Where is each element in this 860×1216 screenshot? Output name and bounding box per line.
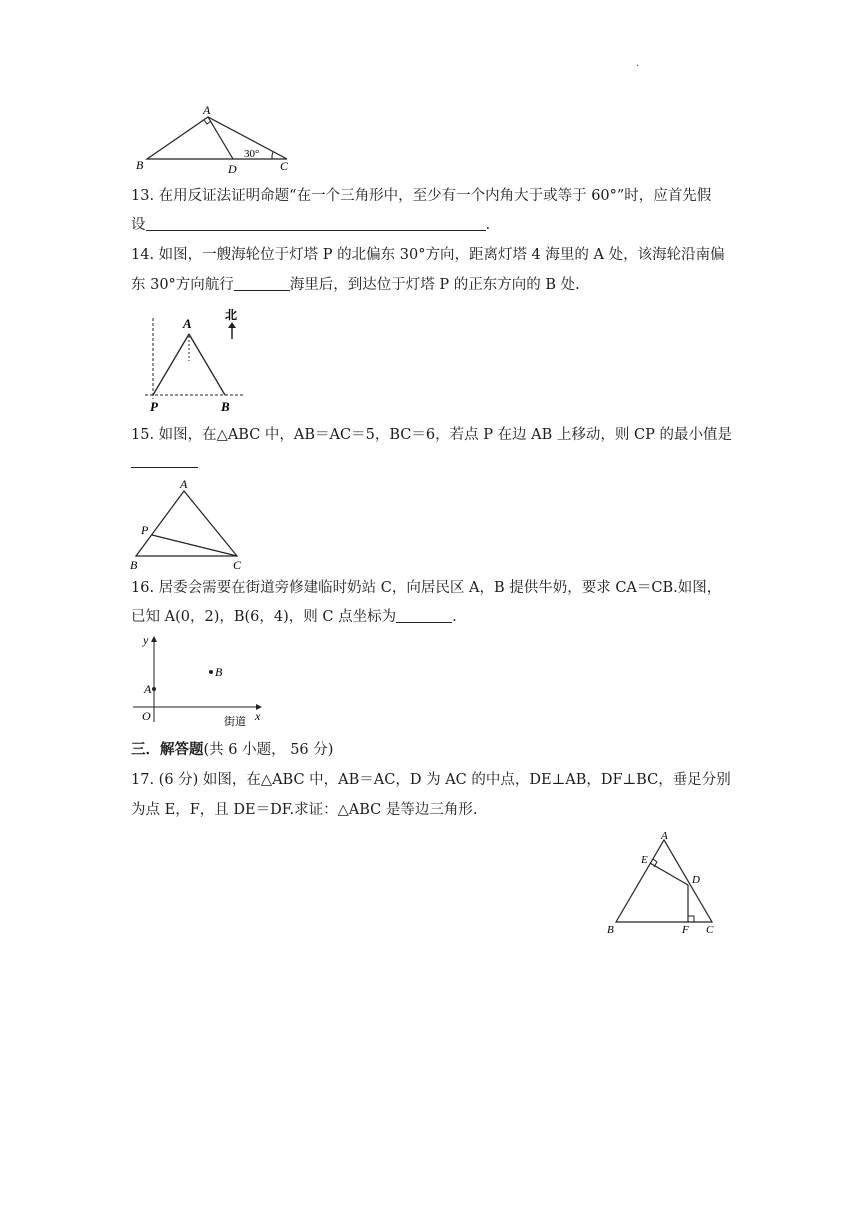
section-3-heading bbox=[131, 740, 731, 760]
q15-line2 bbox=[131, 452, 731, 472]
point-a bbox=[152, 687, 156, 691]
q15-line1: 15. 如图，在△ABC 中，AB＝AC＝5，BC＝6，若点 P 在边 AB 上移动，则 CP 的最小值是 bbox=[131, 427, 732, 443]
page-mark: . bbox=[636, 58, 640, 69]
q13-line2-suffix: . bbox=[485, 217, 491, 233]
figure-q15 bbox=[128, 477, 253, 572]
figure-q17 bbox=[602, 830, 722, 940]
right-angle-mark-f bbox=[688, 916, 694, 922]
label-a: A bbox=[661, 830, 668, 842]
q13-line2 bbox=[131, 215, 731, 235]
label-c: C bbox=[706, 924, 714, 936]
label-a: A bbox=[144, 682, 152, 696]
triangle-abc bbox=[136, 491, 237, 556]
q16-line1: 16. 居委会需要在街道旁修建临时奶站 C，向居民区 A，B 提供牛奶，要求 CA＝CB.如图， bbox=[131, 580, 722, 596]
north-arrowhead-icon bbox=[228, 322, 236, 328]
q16-line2-suffix: . bbox=[452, 609, 457, 625]
label-c: C bbox=[280, 159, 289, 173]
q16-line2 bbox=[131, 607, 731, 627]
segment-cp bbox=[152, 535, 237, 556]
label-a: A bbox=[183, 316, 192, 331]
figure-q16 bbox=[128, 630, 268, 730]
segment-pa bbox=[153, 334, 189, 395]
q17-line1: 17. (6 分) 如图，在△ABC 中，AB＝AC，D 为 AC 的中点，DE⊥AB，DF⊥BC，垂足分别 bbox=[131, 772, 731, 788]
label-b: B bbox=[136, 158, 144, 172]
angle-arc bbox=[272, 152, 273, 159]
right-angle-mark-e bbox=[653, 859, 657, 867]
section-3-title: 三．解答题 bbox=[131, 741, 204, 758]
q13-line1: 13. 在用反证法证明命题“在一个三角形中，至少有一个内角大于或等于 60°”时，应首先假 bbox=[131, 188, 712, 204]
label-p: P bbox=[141, 523, 149, 537]
label-o: O bbox=[142, 709, 151, 723]
label-b: B bbox=[130, 558, 138, 572]
label-e: E bbox=[641, 854, 648, 866]
q17-line2: 为点 E，F，且 DE＝DF.求证：△ABC 是等边三角形. bbox=[131, 802, 478, 818]
label-x: x bbox=[255, 709, 261, 723]
q14-line2-suffix: 海里后，到达位于灯塔 P 的正东方向的 B 处. bbox=[289, 277, 580, 293]
label-y: y bbox=[143, 633, 149, 647]
segment-de bbox=[650, 863, 688, 885]
label-a: A bbox=[180, 477, 188, 491]
y-axis-arrow-icon bbox=[151, 636, 157, 642]
street-label: 街道 bbox=[224, 716, 246, 728]
figure-q14 bbox=[136, 304, 256, 416]
section-3-note: (共 6 小题， 56 分) bbox=[203, 742, 334, 758]
label-b: B bbox=[221, 399, 230, 414]
q14-line2-prefix: 东 30°方向航行 bbox=[131, 277, 234, 293]
point-b bbox=[209, 670, 213, 674]
q14-answer-blank[interactable] bbox=[234, 276, 290, 291]
q13-line2-prefix: 设 bbox=[131, 217, 146, 233]
label-c: C bbox=[233, 558, 242, 572]
north-label: 北 bbox=[225, 308, 238, 322]
label-p: P bbox=[150, 399, 158, 414]
label-b: B bbox=[607, 924, 614, 936]
label-f: F bbox=[682, 924, 689, 936]
angle-label: 30° bbox=[244, 148, 260, 160]
q14-line2 bbox=[131, 275, 731, 295]
q14-line1: 14. 如图，一艘海轮位于灯塔 P 的北偏东 30°方向，距离灯塔 4 海里的 A 处，该海轮沿南偏 bbox=[131, 247, 725, 263]
label-a: A bbox=[203, 103, 211, 117]
figure-q12 bbox=[130, 100, 300, 180]
q15-answer-blank[interactable] bbox=[131, 453, 198, 468]
segment-ab bbox=[189, 334, 225, 395]
q13-answer-blank[interactable] bbox=[146, 216, 486, 231]
q16-answer-blank[interactable] bbox=[396, 608, 452, 623]
label-d: D bbox=[228, 162, 237, 176]
label-b: B bbox=[215, 665, 223, 679]
q16-line2-prefix: 已知 A(0，2)，B(6，4)，则 C 点坐标为 bbox=[131, 609, 397, 625]
triangle-abc bbox=[147, 117, 287, 159]
label-d: D bbox=[692, 874, 700, 886]
